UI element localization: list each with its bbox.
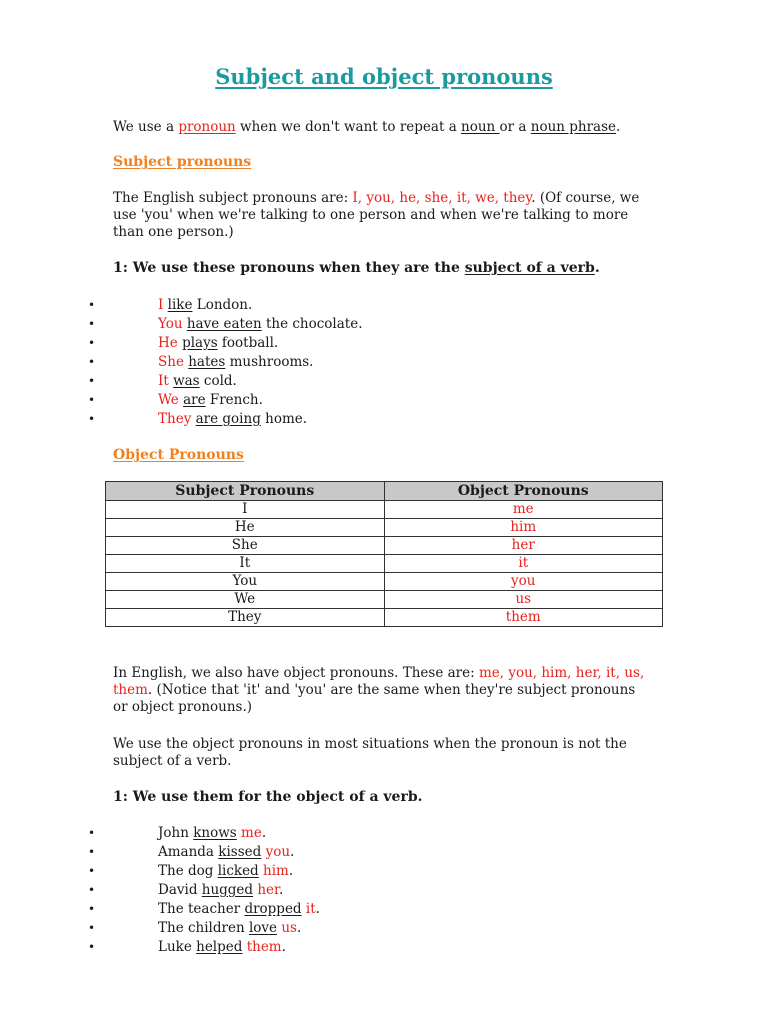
object-pronouns-paragraph: [113, 665, 653, 716]
example-sentence: [158, 938, 286, 957]
example-subject: The dog: [158, 863, 218, 879]
object-pronoun-list: me, you, him, her, it, us, them: [113, 665, 645, 698]
example-object: me: [241, 825, 262, 841]
example-subject: David: [158, 882, 202, 898]
example-sentence: [158, 315, 363, 334]
subject-pronouns-paragraph: [113, 190, 653, 241]
table-header-row: [106, 482, 663, 501]
example-verb: licked: [217, 863, 259, 879]
example-verb: helped: [196, 939, 243, 955]
example-subject: Amanda: [158, 844, 219, 860]
object-pronoun-cell: it: [384, 555, 663, 573]
subject-pronoun-cell: We: [106, 591, 385, 609]
table-row: [106, 573, 663, 591]
subject-pronoun-cell: He: [106, 519, 385, 537]
example-object: it: [305, 901, 316, 917]
example-end: .: [281, 939, 286, 955]
example-subject: The children: [158, 920, 249, 936]
example-subject: John: [158, 825, 194, 841]
rule-subject-of-verb: [113, 260, 600, 276]
example-rest: cold.: [199, 373, 237, 389]
example-end: .: [315, 901, 320, 917]
table-row: [106, 501, 663, 519]
example-sentence: [158, 334, 278, 353]
bullet-icon: •: [88, 883, 96, 897]
example-pronoun: It: [158, 373, 169, 389]
example-end: .: [279, 882, 284, 898]
example-rest: London.: [192, 297, 253, 313]
example-end: .: [296, 920, 302, 936]
table-row: [106, 555, 663, 573]
intro-text-1: We use a: [113, 119, 179, 135]
bullet-icon: •: [88, 336, 96, 350]
example-verb: have eaten: [186, 316, 262, 332]
example-sentence: [158, 410, 307, 429]
example-verb: are: [183, 392, 206, 408]
rule2-text-2: .: [417, 789, 423, 805]
table-header-object: Object Pronouns: [384, 482, 663, 501]
object-para-text-1: In English, we also have object pronouns. These are:: [113, 665, 479, 681]
example-verb: dropped: [244, 901, 302, 917]
example-rest: mushrooms.: [225, 354, 314, 370]
subject-para-text-1: The English subject pronouns are:: [113, 190, 353, 206]
example-sentence: [158, 353, 313, 372]
example-verb: hates: [188, 354, 226, 370]
example-verb: knows: [193, 825, 237, 841]
pronoun-table: [105, 481, 663, 627]
example-rest: home.: [260, 411, 308, 427]
example-subject: The teacher: [158, 901, 245, 917]
bullet-icon: •: [88, 355, 96, 369]
example-sentence: [158, 296, 252, 315]
example-sentence: [158, 862, 293, 881]
noun-phrase-term: noun phrase: [530, 119, 617, 135]
example-pronoun: They: [158, 411, 192, 427]
subject-para-text-2: . (Of course, we use 'you' when we're talking to one person and when we're talking to more than one person.): [113, 190, 640, 240]
noun-term: noun: [461, 119, 500, 135]
example-object: them: [246, 939, 282, 955]
object-pronoun-cell: us: [384, 591, 663, 609]
table-body: [106, 501, 663, 627]
subject-pronoun-cell: You: [106, 573, 385, 591]
object-pronoun-cell: you: [384, 573, 663, 591]
bullet-icon: •: [88, 374, 96, 388]
example-verb: hugged: [201, 882, 254, 898]
subject-pronoun-cell: She: [106, 537, 385, 555]
bullet-icon: •: [88, 826, 96, 840]
example-subject: Luke: [158, 939, 197, 955]
object-pronoun-cell: them: [384, 609, 663, 627]
example-verb: like: [167, 297, 193, 313]
rule2-text-1: 1: We use them for the object of a verb: [113, 789, 418, 805]
example-pronoun: We: [158, 392, 179, 408]
intro-text-2: when we don't want to repeat a: [235, 119, 462, 135]
example-verb: plays: [182, 335, 218, 351]
intro-paragraph: [113, 119, 653, 136]
table-row: [106, 591, 663, 609]
rule1-text-1: 1: We use these pronouns when they are the: [113, 260, 465, 276]
example-pronoun: He: [158, 335, 178, 351]
bullet-icon: •: [88, 864, 96, 878]
pronoun-term: pronoun: [178, 119, 236, 135]
example-verb: was: [173, 373, 200, 389]
subject-pronouns-heading: Subject pronouns: [113, 154, 252, 170]
page-title: Subject and object pronouns: [215, 64, 553, 89]
object-pronoun-cell: her: [384, 537, 663, 555]
example-verb: are going: [195, 411, 261, 427]
object-para-text-2: . (Notice that 'it' and 'you' are the same when they're subject pronouns or object pronouns.): [113, 682, 636, 715]
rule-object-of-verb: [113, 789, 423, 805]
table-row: [106, 609, 663, 627]
table-row: [106, 519, 663, 537]
bullet-icon: •: [88, 317, 96, 331]
example-rest: French.: [205, 392, 263, 408]
object-pronouns-heading: Object Pronouns: [113, 447, 244, 463]
intro-text-4: .: [616, 119, 621, 135]
example-verb: kissed: [218, 844, 262, 860]
bullet-icon: •: [88, 393, 96, 407]
example-rest: the chocolate.: [261, 316, 363, 332]
example-sentence: [158, 391, 263, 410]
rule1-text-2: .: [594, 260, 600, 276]
example-verb: love: [248, 920, 278, 936]
rule1-underlined: subject of a verb: [464, 260, 595, 276]
example-sentence: [158, 372, 237, 391]
subject-pronoun-cell: They: [106, 609, 385, 627]
subject-pronoun-cell: I: [106, 501, 385, 519]
subject-pronoun-cell: It: [106, 555, 385, 573]
example-sentence: [158, 881, 283, 900]
example-rest: football.: [217, 335, 279, 351]
example-sentence: [158, 900, 320, 919]
subject-pronoun-list: I, you, he, she, it, we, they: [352, 190, 532, 206]
example-sentence: [158, 824, 266, 843]
bullet-icon: •: [88, 412, 96, 426]
example-sentence: [158, 843, 294, 862]
example-pronoun: You: [158, 316, 183, 332]
example-object: you: [265, 844, 291, 860]
example-end: .: [288, 863, 294, 879]
bullet-icon: •: [88, 845, 96, 859]
intro-text-3: or a: [499, 119, 531, 135]
table-row: [106, 537, 663, 555]
example-pronoun: She: [158, 354, 184, 370]
example-object: her: [257, 882, 280, 898]
example-object: him: [263, 863, 289, 879]
example-end: .: [261, 825, 267, 841]
bullet-icon: •: [88, 902, 96, 916]
object-pronoun-cell: me: [384, 501, 663, 519]
example-object: us: [281, 920, 297, 936]
bullet-icon: •: [88, 940, 96, 954]
bullet-icon: •: [88, 298, 96, 312]
example-pronoun: I: [158, 297, 164, 313]
table-header-subject: Subject Pronouns: [106, 482, 385, 501]
object-usage-paragraph: We use the object pronouns in most situations when the pronoun is not the subject of a verb.: [113, 736, 627, 769]
example-end: .: [290, 844, 295, 860]
object-pronoun-cell: him: [384, 519, 663, 537]
bullet-icon: •: [88, 921, 96, 935]
example-sentence: [158, 919, 301, 938]
